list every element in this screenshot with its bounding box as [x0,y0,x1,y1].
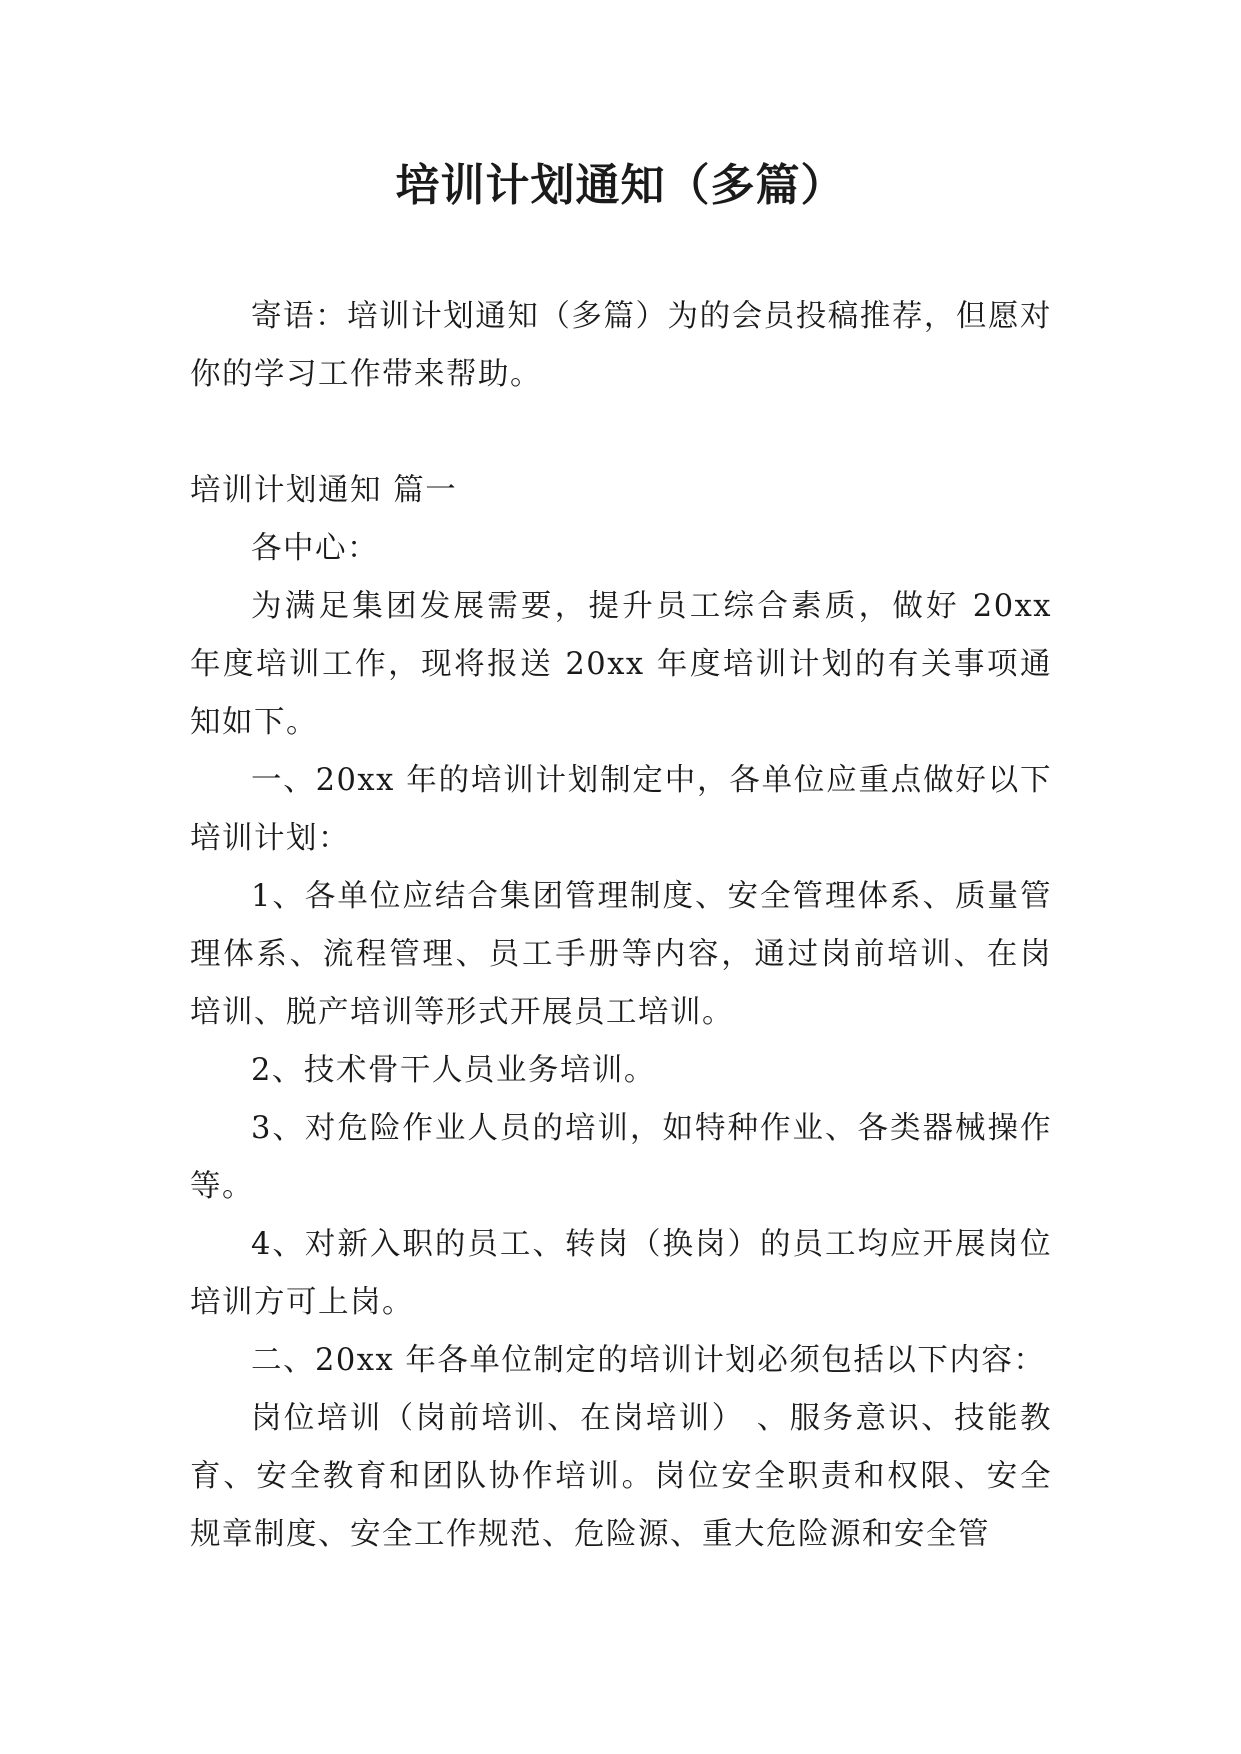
body-paragraph: 4、对新入职的员工、转岗（换岗）的员工均应开展岗位培训方可上岗。 [190,1227,1052,1320]
intro-paragraph: 寄语：培训计划通知（多篇）为的会员投稿推荐，但愿对你的学习工作带来帮助。 [190,299,1052,392]
body-paragraph: 1、各单位应结合集团管理制度、安全管理体系、质量管理体系、流程管理、员工手册等内容，通过岗前培训、在岗培训、脱产培训等形式开展员工培训。 [190,879,1052,1030]
body-paragraph: 3、对危险作业人员的培训，如特种作业、各类器械操作等。 [190,1111,1052,1204]
section-heading: 培训计划通知 篇一 [190,473,458,508]
body-paragraph: 为满足集团发展需要，提升员工综合素质，做好 20xx 年度培训工作，现将报送 20xx 年度培训计划的有关事项通知如下。 [190,589,1052,740]
body-paragraph: 一、20xx 年的培训计划制定中，各单位应重点做好以下培训计划： [190,763,1052,856]
body-paragraph: 二、20xx 年各单位制定的培训计划必须包括以下内容： [251,1343,1046,1378]
document-title: 培训计划通知（多篇） [395,160,846,211]
document-body [190,288,1052,1564]
body-paragraph: 各中心： [251,531,379,566]
body-paragraph: 岗位培训（岗前培训、在岗培训） 、服务意识、技能教育、安全教育和团队协作培训。岗位安全职责和权限、安全规章制度、安全工作规范、危险源、重大危险源和安全管 [190,1401,1052,1552]
blank-line [190,404,1052,462]
body-paragraph: 2、技术骨干人员业务培训。 [251,1053,656,1088]
